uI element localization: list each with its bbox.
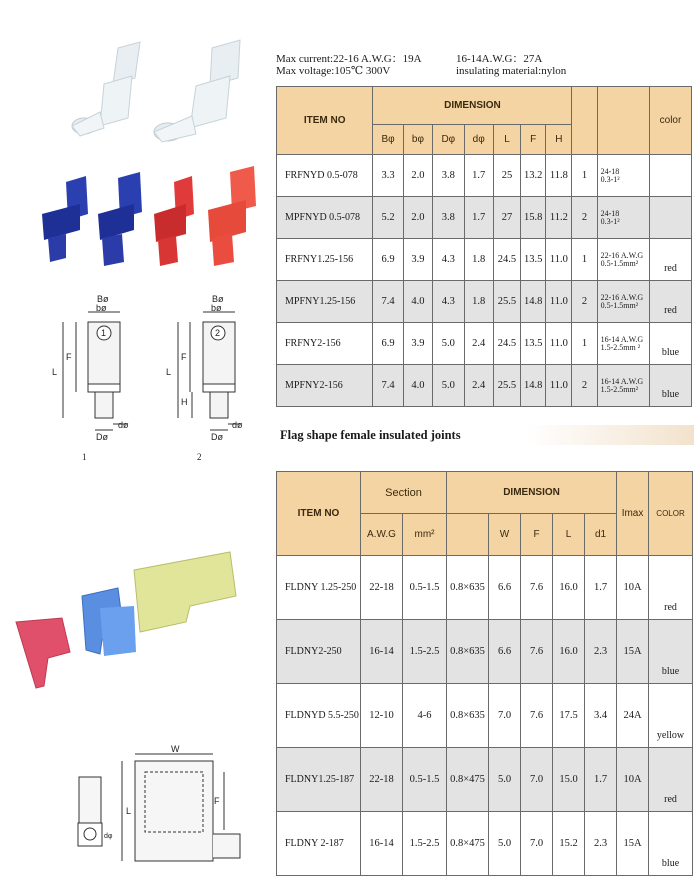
label-d-phi-flag: dφ: [104, 833, 113, 840]
item-no: FLDNYD 5.5-250: [277, 684, 361, 748]
cell: 1.7: [464, 197, 493, 239]
header-col-d-phi: Dφ: [433, 125, 464, 155]
header-col-small-b-phi: bφ: [403, 125, 432, 155]
cell: 16-14: [361, 620, 403, 684]
label-d-phi-1: Dø: [96, 432, 108, 442]
label-l-flag: L: [126, 806, 132, 816]
cell: 4-6: [403, 684, 447, 748]
cell: 14.8: [521, 365, 546, 407]
flag-connector-illustrations: [0, 540, 272, 893]
header-tab: [447, 514, 489, 556]
cell: 16.0: [553, 620, 585, 684]
header-item-no: ITEM NO: [277, 87, 373, 155]
header-section: [597, 87, 649, 155]
cell: 2.3: [585, 812, 617, 876]
label-l-1: L: [52, 367, 58, 377]
technical-drawing-1: [63, 312, 126, 430]
color-cell: red: [649, 239, 691, 281]
section-cell: 22-16 A.W.G 0.5-1.5mm²: [597, 281, 649, 323]
color-cell: blue: [649, 365, 691, 407]
label-small-b-phi-1: bø: [96, 303, 107, 313]
table-row: [277, 365, 692, 407]
cell: 5.0: [489, 748, 521, 812]
drawing-number-1: 1: [101, 328, 107, 338]
cell: 0.8×475: [447, 748, 489, 812]
blue-flag-connector-photo: [82, 588, 136, 656]
yellow-flag-connector-photo: [134, 552, 236, 632]
cell: 7.6: [521, 620, 553, 684]
color-cell: [649, 155, 691, 197]
cell: 11.0: [546, 365, 572, 407]
header-d1: d1: [585, 514, 617, 556]
header-w: W: [489, 514, 521, 556]
header-item-no: ITEM NO: [277, 472, 361, 556]
cell: 1.7: [585, 748, 617, 812]
cell: 3.8: [433, 197, 464, 239]
label-small-d-phi-1: dø: [118, 420, 129, 430]
item-no: FRFNYD 0.5-078: [277, 155, 373, 197]
drawing-caption-1: 1: [82, 452, 87, 462]
cell: 4.0: [403, 365, 432, 407]
cell: 15.2: [553, 812, 585, 876]
table-row: [277, 556, 693, 620]
header-f: F: [521, 514, 553, 556]
color-cell: yellow: [649, 684, 693, 748]
spec-insulating-material: insulating material:nylon: [456, 65, 567, 77]
blue-connector-photo-2: [98, 172, 142, 266]
cell: 14.8: [521, 281, 546, 323]
label-b-phi-1: Bø: [97, 294, 109, 304]
table-row: [277, 748, 693, 812]
header-color: COLOR: [649, 472, 693, 556]
cell: 7.0: [521, 812, 553, 876]
cell: 17.5: [553, 684, 585, 748]
cell: 1.5-2.5: [403, 620, 447, 684]
cell: 16-14: [361, 812, 403, 876]
label-b-phi-2: Bø: [212, 294, 224, 304]
cell: 2: [572, 365, 597, 407]
cell: 4.3: [433, 239, 464, 281]
label-small-d-phi-2: dø: [232, 420, 243, 430]
cell: 15A: [617, 812, 649, 876]
cell: 7.4: [373, 365, 403, 407]
header-color: color: [649, 87, 691, 155]
cell: 6.9: [373, 323, 403, 365]
table-row: [277, 197, 692, 239]
cell: 1.7: [585, 556, 617, 620]
cell: 7.0: [489, 684, 521, 748]
cell: 5.0: [433, 323, 464, 365]
table-row: [277, 812, 693, 876]
cell: 3.3: [373, 155, 403, 197]
cell: 13.5: [521, 323, 546, 365]
header-section: Section: [361, 472, 447, 514]
header-l: L: [553, 514, 585, 556]
cell: 4.0: [403, 281, 432, 323]
cylindrical-connector-table: [276, 86, 692, 407]
header-awg: A.W.G: [361, 514, 403, 556]
label-f-1: F: [66, 352, 72, 362]
flag-technical-drawing: [78, 754, 240, 861]
cell: 25.5: [493, 365, 520, 407]
cell: 15.8: [521, 197, 546, 239]
color-cell: blue: [649, 620, 693, 684]
cell: 7.6: [521, 556, 553, 620]
table-row: [277, 239, 692, 281]
spec-max-voltage: Max voltage:105℃ 300V: [276, 65, 391, 77]
header-type: [572, 87, 597, 155]
cell: 22-18: [361, 748, 403, 812]
red-connector-photo-1: [154, 176, 194, 266]
cell: 1: [572, 323, 597, 365]
item-no: MPFNY1.25-156: [277, 281, 373, 323]
label-h-2: H: [181, 397, 188, 407]
cell: 2.3: [585, 620, 617, 684]
cell: 5.0: [433, 365, 464, 407]
cell: 11.0: [546, 323, 572, 365]
color-cell: [649, 197, 691, 239]
cell: 2: [572, 197, 597, 239]
cell: 2.4: [464, 365, 493, 407]
table-row: [277, 620, 693, 684]
cell: 12-10: [361, 684, 403, 748]
item-no: FLDNY 2-187: [277, 812, 361, 876]
cell: 24.5: [493, 323, 520, 365]
item-no: MPFNYD 0.5-078: [277, 197, 373, 239]
cell: 22-18: [361, 556, 403, 620]
cell: 0.8×635: [447, 620, 489, 684]
cell: 10A: [617, 556, 649, 620]
connector-illustrations: [0, 0, 272, 470]
section-cell: 16-14 A.W.G 1.5-2.5mm²: [597, 365, 649, 407]
section-title: Flag shape female insulated joints: [280, 428, 461, 442]
cell: 1.8: [464, 281, 493, 323]
cell: 0.5-1.5: [403, 748, 447, 812]
cell: 2.4: [464, 323, 493, 365]
cell: 11.2: [546, 197, 572, 239]
cell: 0.8×635: [447, 684, 489, 748]
item-no: FRFNY1.25-156: [277, 239, 373, 281]
cell: 16.0: [553, 556, 585, 620]
header-dimension: DIMENSION: [373, 87, 572, 125]
cell: 1: [572, 155, 597, 197]
cell: 6.9: [373, 239, 403, 281]
cell: 1.5-2.5: [403, 812, 447, 876]
flag-connector-table: [276, 471, 693, 876]
cell: 1.8: [464, 239, 493, 281]
section-cell: 22-16 A.W.G 0.5-1.5mm²: [597, 239, 649, 281]
drawing-caption-2: 2: [197, 452, 202, 462]
cell: 27: [493, 197, 520, 239]
cell: 4.3: [433, 281, 464, 323]
drawing-number-2: 2: [215, 328, 221, 338]
cell: 11.0: [546, 239, 572, 281]
label-f-flag: F: [214, 796, 220, 806]
cell: 7.4: [373, 281, 403, 323]
header-col-h: H: [546, 125, 572, 155]
cell: 2.0: [403, 155, 432, 197]
table-row: [277, 684, 693, 748]
cell: 0.5-1.5: [403, 556, 447, 620]
header-col-l: L: [493, 125, 520, 155]
spec-max-current: Max current:22-16 A.W.G：19A: [276, 53, 422, 65]
cell: 5.0: [489, 812, 521, 876]
cell: 6.6: [489, 556, 521, 620]
cell: 6.6: [489, 620, 521, 684]
clear-connector-photo-2: [154, 40, 240, 142]
cell: 5.2: [373, 197, 403, 239]
table-row: [277, 323, 692, 365]
header-imax: Imax: [617, 472, 649, 556]
cell: 25: [493, 155, 520, 197]
header-col-small-d-phi: dφ: [464, 125, 493, 155]
item-no: FRFNY2-156: [277, 323, 373, 365]
section-cell: 24-18 0.3-1²: [597, 197, 649, 239]
technical-drawing-2: [178, 312, 240, 430]
red-connector-photo-2: [208, 166, 256, 266]
cell: 7.6: [521, 684, 553, 748]
table-row: [277, 281, 692, 323]
clear-connector-photo-1: [72, 42, 140, 136]
cell: 3.4: [585, 684, 617, 748]
cell: 11.8: [546, 155, 572, 197]
cell: 15A: [617, 620, 649, 684]
item-no: MPFNY2-156: [277, 365, 373, 407]
cell: 13.2: [521, 155, 546, 197]
cell: 7.0: [521, 748, 553, 812]
cell: 24A: [617, 684, 649, 748]
table-row: [277, 155, 692, 197]
cell: 11.0: [546, 281, 572, 323]
label-f-2: F: [181, 352, 187, 362]
color-cell: blue: [649, 323, 691, 365]
cell: 1.7: [464, 155, 493, 197]
label-w: W: [171, 744, 180, 754]
item-no: FLDNY1.25-187: [277, 748, 361, 812]
label-l-2: L: [166, 367, 172, 377]
header-dimension: DIMENSION: [447, 472, 617, 514]
label-small-b-phi-2: bø: [211, 303, 222, 313]
color-cell: blue: [649, 812, 693, 876]
cell: 10A: [617, 748, 649, 812]
item-no: FLDNY2-250: [277, 620, 361, 684]
item-no: FLDNY 1.25-250: [277, 556, 361, 620]
cell: 13.5: [521, 239, 546, 281]
cell: 3.8: [433, 155, 464, 197]
header-mm2: mm²: [403, 514, 447, 556]
cell: 24.5: [493, 239, 520, 281]
cell: 3.9: [403, 323, 432, 365]
cell: 3.9: [403, 239, 432, 281]
label-d-phi-2: Dø: [211, 432, 223, 442]
cell: 0.8×475: [447, 812, 489, 876]
header-col-b-phi: Bφ: [373, 125, 403, 155]
cell: 15.0: [553, 748, 585, 812]
color-cell: red: [649, 281, 691, 323]
section-cell: 16-14 A.W.G 1.5-2.5mm ²: [597, 323, 649, 365]
color-cell: red: [649, 748, 693, 812]
cell: 1: [572, 239, 597, 281]
spec-current-16-14: 16-14A.W.G：27A: [456, 53, 543, 65]
red-flag-connector-photo: [16, 618, 70, 688]
header-col-f: F: [521, 125, 546, 155]
section-title-bar: [276, 425, 694, 445]
blue-connector-photo-1: [42, 176, 88, 262]
section-cell: 24-18 0.3-1²: [597, 155, 649, 197]
cell: 0.8×635: [447, 556, 489, 620]
cell: 25.5: [493, 281, 520, 323]
color-cell: red: [649, 556, 693, 620]
cell: 2: [572, 281, 597, 323]
cell: 2.0: [403, 197, 432, 239]
